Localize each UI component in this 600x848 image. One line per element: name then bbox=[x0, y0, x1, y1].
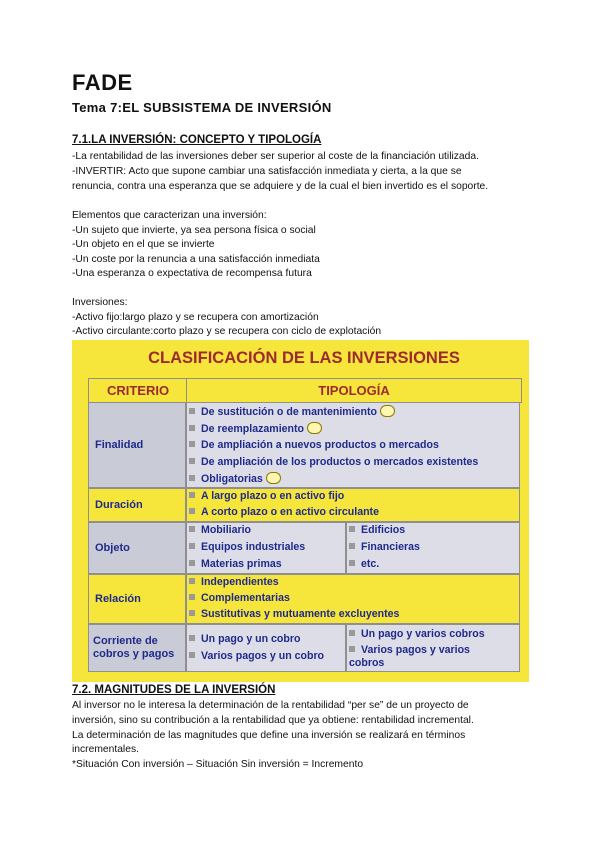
tipologia-corriente-right bbox=[346, 624, 520, 672]
section-heading-1: 7.1.LA INVERSIÓN: CONCEPTO Y TIPOLOGÍA bbox=[72, 134, 322, 146]
document-title: FADE bbox=[72, 70, 133, 95]
table-title: CLASIFICACIÓN DE LAS INVERSIONES bbox=[88, 345, 520, 372]
paragraph-line: Al inversor no le interesa la determinación de la rentabilidad “per se” de un proyecto de bbox=[72, 700, 469, 711]
header-criterio: CRITERIO bbox=[88, 378, 188, 403]
bullet-icon bbox=[189, 652, 195, 658]
tipologia-corriente-left bbox=[186, 624, 346, 672]
bullet-icon bbox=[189, 610, 195, 616]
tipologia-item: Un pago y varios cobros bbox=[361, 628, 485, 640]
paragraph-line: -INVERTIR: Acto que supone cambiar una satisfacción inmediata y cierta, a la que se bbox=[72, 166, 462, 177]
tipologia-item: Independientes bbox=[201, 576, 279, 588]
criterio-relacion bbox=[88, 574, 186, 624]
bullet-icon bbox=[189, 560, 195, 566]
bullet-icon bbox=[189, 492, 195, 498]
list-item: -Activo fijo:largo plazo y se recupera con amortización bbox=[72, 312, 319, 323]
bullet-icon bbox=[349, 630, 355, 636]
bullet-icon bbox=[349, 543, 355, 549]
tipologia-objeto-right bbox=[346, 522, 520, 574]
tipologia-item: A corto plazo o en activo circulante bbox=[201, 506, 379, 518]
tipologia-item: Materias primas bbox=[201, 558, 282, 570]
criterio-objeto bbox=[88, 522, 186, 574]
section-heading-2: 7.2. MAGNITUDES DE LA INVERSIÓN bbox=[72, 684, 276, 696]
tipologia-item: Obligatorias bbox=[201, 473, 263, 485]
bullet-icon bbox=[189, 408, 195, 414]
bullet-icon bbox=[349, 526, 355, 532]
bullet-icon bbox=[189, 425, 195, 431]
criterio-label: cobros y pagos bbox=[93, 648, 175, 660]
tipologia-item: Sustitutivas y mutuamente excluyentes bbox=[201, 608, 400, 620]
tipologia-duracion bbox=[186, 488, 520, 522]
tipologia-item: De ampliación a nuevos productos o mercados bbox=[201, 439, 439, 451]
criterio-corriente bbox=[88, 624, 186, 672]
tipologia-item: cobros bbox=[349, 657, 385, 669]
tipologia-item: Edificios bbox=[361, 524, 406, 536]
criterio-label: Corriente de bbox=[93, 635, 158, 647]
speech-bubble-icon bbox=[266, 472, 281, 484]
tipologia-item: A largo plazo o en activo fijo bbox=[201, 490, 345, 502]
inversiones-label: Inversiones: bbox=[72, 297, 128, 308]
criterio-label: Duración bbox=[95, 499, 143, 511]
paragraph-line: La determinación de las magnitudes que define una inversión se realizará en términos bbox=[72, 730, 466, 741]
bullet-icon bbox=[189, 458, 195, 464]
bullet-icon bbox=[189, 543, 195, 549]
tipologia-finalidad bbox=[186, 402, 520, 488]
tipologia-item: De ampliación de los productos o mercados existentes bbox=[201, 456, 479, 468]
bullet-icon bbox=[189, 526, 195, 532]
list-item: -Un coste por la renuncia a una satisfacción inmediata bbox=[72, 254, 320, 265]
tipologia-item: De sustitución o de mantenimiento bbox=[201, 406, 377, 418]
criterio-label: Relación bbox=[95, 593, 141, 605]
list-item: -Activo circulante:corto plazo y se recupera con ciclo de explotación bbox=[72, 326, 382, 337]
chapter-title: Tema 7:EL SUBSISTEMA DE INVERSIÓN bbox=[72, 100, 332, 115]
bullet-icon bbox=[189, 508, 195, 514]
tipologia-relacion bbox=[186, 574, 520, 624]
tipologia-item: Varios pagos y varios bbox=[361, 644, 470, 656]
bullet-icon bbox=[189, 635, 195, 641]
bullet-icon bbox=[349, 646, 355, 652]
tipologia-item: Varios pagos y un cobro bbox=[201, 650, 325, 662]
tipologia-item: Mobiliario bbox=[201, 524, 252, 536]
bullet-icon bbox=[189, 594, 195, 600]
paragraph-line: inversión, sino su contribución a la rentabilidad que ya obtiene: rentabilidad incremental. bbox=[72, 715, 474, 726]
bullet-icon bbox=[189, 475, 195, 481]
tipologia-item: Complementarias bbox=[201, 592, 290, 604]
formula-line: *Situación Con inversión – Situación Sin inversión = Incremento bbox=[72, 759, 364, 770]
list-item: -Un objeto en el que se invierte bbox=[72, 239, 215, 250]
header-tipologia: TIPOLOGÍA bbox=[186, 378, 522, 403]
tipologia-item: etc. bbox=[361, 558, 380, 570]
elements-intro: Elementos que caracterizan una inversión: bbox=[72, 210, 267, 221]
tipologia-objeto-left bbox=[186, 522, 346, 574]
speech-bubble-icon bbox=[380, 405, 395, 417]
paragraph-line: incrementales. bbox=[72, 744, 139, 755]
paragraph-line: -La rentabilidad de las inversiones deber ser superior al coste de la financiación utilizada. bbox=[72, 151, 479, 162]
tipologia-item: Equipos industriales bbox=[201, 541, 306, 553]
paragraph-line: renuncia, contra una esperanza que se adquiere y de la cual el bien invertido es el soporte. bbox=[72, 181, 489, 192]
tipologia-item: Un pago y un cobro bbox=[201, 633, 301, 645]
criterio-duracion bbox=[88, 488, 186, 522]
tipologia-item: Financieras bbox=[361, 541, 420, 553]
bullet-icon bbox=[189, 441, 195, 447]
criterio-label: Objeto bbox=[95, 542, 130, 554]
tipologia-item: De reemplazamiento bbox=[201, 423, 305, 435]
list-item: -Un sujeto que invierte, ya sea persona física o social bbox=[72, 225, 316, 236]
bullet-icon bbox=[349, 560, 355, 566]
bullet-icon bbox=[189, 578, 195, 584]
criterio-finalidad bbox=[88, 402, 186, 488]
speech-bubble-icon bbox=[307, 422, 322, 434]
criterio-label: Finalidad bbox=[95, 439, 144, 451]
list-item: -Una esperanza o expectativa de recompensa futura bbox=[72, 268, 312, 279]
